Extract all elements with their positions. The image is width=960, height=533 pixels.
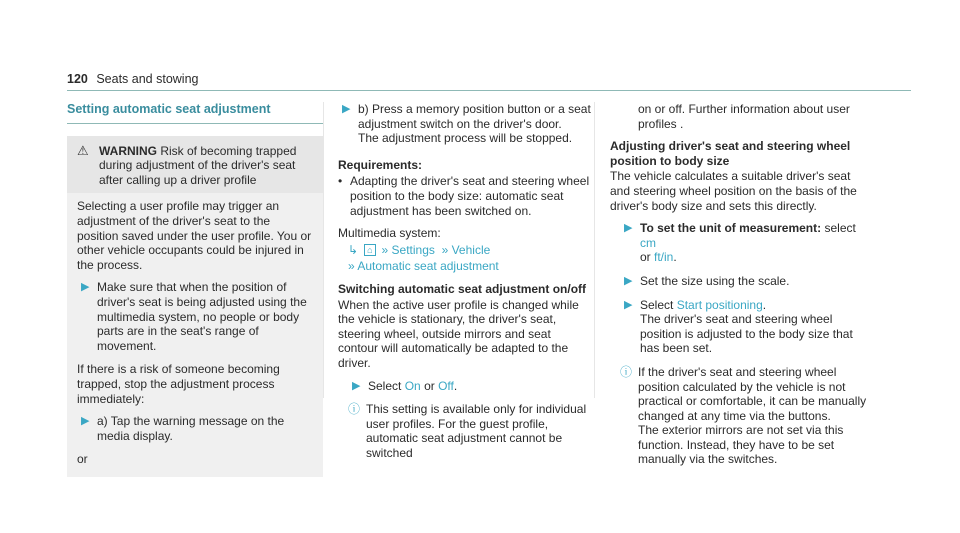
switch-body: When the active user profile is changed while the vehicle is stationary, the driver's seat, steering wheel, outside mirrors and seat contour will automatically be adapted to the driver. [338,297,579,370]
info-icon: ⓘ [348,402,361,417]
column-3 [610,102,870,475]
warning-step-a-text: a) Tap the warning message on the media display. [97,414,285,443]
option-cm: cm [640,235,656,250]
unit-step: ▶ To set the unit of measurement: select cm or ft/in. [610,221,870,265]
home-icon: ⌂ [364,244,375,256]
select-label: select [824,221,856,236]
warning-headline: Risk of becoming trapped during adjustment of the driver's seat after calling up a driver profile [99,143,297,187]
step-arrow-icon: ▶ [624,222,633,235]
select-label: Select [640,297,674,312]
warning-step [77,280,313,353]
column-2 [338,102,594,468]
option-off: Off [438,378,454,393]
warning-or: or [77,452,88,467]
note [610,365,870,467]
note [338,402,594,460]
column-1 [67,102,323,477]
option-start-positioning: Start positioning [676,297,763,312]
nav-path [338,243,594,258]
warning-triangle-icon: ⚠ [77,142,89,158]
column-divider [323,102,324,398]
multimedia-label: Multimedia system: [338,226,441,241]
nav-settings: Settings [391,242,435,257]
warning-step-a [77,414,313,443]
requirements-label: Requirements: [338,157,423,172]
page-number: 120 [67,72,88,86]
step-arrow-icon: ▶ [81,415,90,428]
column-divider [594,102,595,398]
start-positioning-result: The driver's seat and steering wheel position is adjusted to the body size that has been set. [640,312,853,356]
nav-path-line-2 [338,259,594,274]
bullet-icon: • [338,174,343,189]
requirement-text: Adapting the driver's seat and steering wheel position to the body size: automatic seat adjustment has been switched on. [350,174,590,218]
select-on-off-step: ▶ Select On or Off. [338,379,594,394]
warning-risk-text: If there is a risk of someone becoming trapped, stop the adjustment process immediately: [77,362,280,406]
step-arrow-icon: ▶ [342,103,351,115]
nav-chevron-icon: » [381,242,389,257]
unit-step-label: To set the unit of measurement: [640,221,822,236]
section-divider [67,123,323,124]
start-positioning-step: ▶ Select Start positioning. The driver's seat and steering wheel position is adjusted to the body size that has been set. [610,298,870,356]
note-continuation: on or off. Further information about user profiles . [638,102,850,131]
nav-automatic-seat: Automatic seat adjustment [357,259,499,274]
body-size-text: The vehicle calculates a suitable driver's seat and steering wheel position on the basis of the driver's body size and sets this directly. [610,169,857,213]
header-divider [67,90,911,91]
or-label: or [640,250,651,265]
step-arrow-icon: ▶ [352,379,361,392]
step-b-text: b) Press a memory position button or a seat adjustment switch on the driver's door. [358,102,591,131]
scale-step-text: Set the size using the scale. [640,273,790,288]
page-header [67,72,199,86]
warning-step-b [338,102,594,146]
select-label: Select [368,378,402,393]
body-size-heading: Adjusting driver's seat and steering wheel position to body size [610,139,851,168]
nav-chevron-icon: » [348,259,355,274]
switch-heading: Switching automatic seat adjustment on/off [338,281,587,296]
scale-step [610,274,870,289]
option-ftin: ft/in [654,250,674,265]
nav-return-arrow-icon: ↳ [348,242,359,257]
requirement-item [338,174,594,218]
warning-text: Selecting a user profile may trigger an adjustment of the driver's seat to the position saved under the user profile. You or other vehicle occupants could be injured in the process. [77,199,312,272]
step-arrow-icon: ▶ [624,274,633,287]
step-arrow-icon: ▶ [81,281,90,294]
section-title: Setting automatic seat adjustment [67,102,271,116]
step-arrow-icon: ▶ [624,298,633,311]
note-text-2: The exterior mirrors are not set via this function. Instead, they have to be set manually via the switches. [638,423,844,467]
nav-vehicle: Vehicle [451,242,491,257]
chapter-title: Seats and stowing [96,72,199,86]
note-text-1: If the driver's seat and steering wheel position calculated by the vehicle is not practical or comfortable, it can be manually changed at any time via the buttons. [638,364,867,423]
warning-label: WARNING [99,143,157,158]
info-icon: ⓘ [620,364,633,379]
note-text: This setting is available only for individual user profiles. For the guest profile, automatic seat adjustment cannot be switched [366,402,587,460]
or-label: or [424,378,435,393]
warning-body [67,193,323,477]
warning-header [67,136,323,194]
nav-chevron-icon: » [438,242,449,257]
option-on: On [404,378,421,393]
warning-step-text: Make sure that when the position of driver's seat is being adjusted using the multimedia system, no people or body parts are in the seat's range of movement. [97,280,307,353]
step-b-result: The adjustment process will be stopped. [358,131,573,146]
